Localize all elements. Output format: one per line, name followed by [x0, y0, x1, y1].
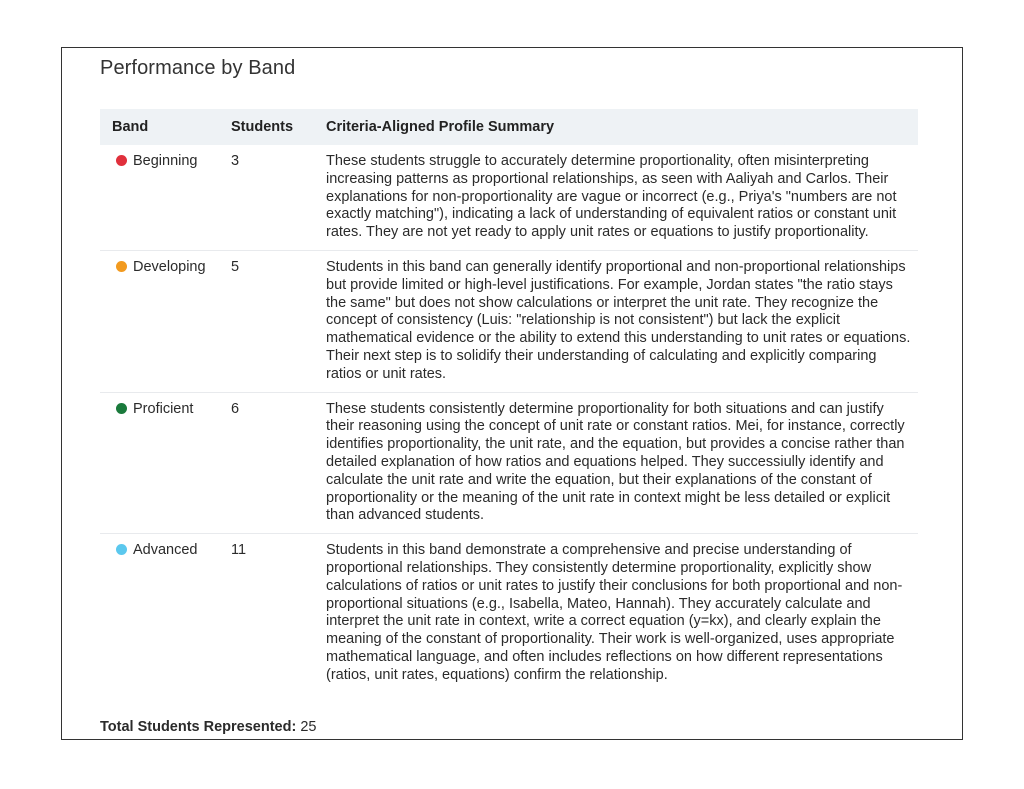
band-name: Advanced [133, 542, 198, 559]
table-row-beginning [100, 145, 918, 250]
table-row-proficient [100, 392, 918, 534]
students-count: 11 [231, 542, 247, 559]
performance-table [100, 109, 918, 685]
profile-summary: Students in this band demonstrate a comprehensive and precise understanding of proportional relationships. They consistently determine proportionality, explicitly show calculations of ratios or unit rates to justify their conclusions for both proportional and non-proportional situations (e.g., Isabella, Mateo, Hannah). They accurately calculate and interpret the unit rate in context, write a correct equation (y=kx), and clearly explain the meaning of the constant of proportionality. Their work is well-organized, uses appropriate mathematical language, and often includes reflections on how different representations (ratios, unit rates, equations) confirm the relationship. [326, 542, 903, 683]
report-frame [61, 47, 963, 740]
band-cell [100, 145, 222, 250]
students-count: 5 [222, 250, 313, 392]
proficient-dot-icon [116, 403, 127, 414]
advanced-dot-icon [116, 544, 127, 555]
band-name: Developing [133, 258, 206, 275]
beginning-dot-icon [116, 155, 127, 166]
column-header-students: Students [222, 109, 313, 145]
total-students [100, 719, 316, 735]
band-cell [100, 534, 222, 685]
profile-summary: Students in this band can generally identify proportional and non-proportional relationships but provide limited or high-level justifications. For example, Jordan states "the ratio stays the same" but does not show calculations or interpret the unit rate. They recognize the concept of consistency (Luis: "relationship is not consistent") but lack the explicit mathematical evidence or the ability to extend this understanding to unit rates or equations. Their next step is to solidify their understanding of calculating and explicitly comparing ratios or unit rates. [313, 250, 918, 392]
page-title: Performance by Band [100, 57, 296, 79]
profile-summary: These students struggle to accurately determine proportionality, often misinterpreting increasing patterns as proportional relationships, as seen with Aaliyah and Carlos. Their explanations for non-proportionality are vague or incorrect (e.g., Priya's "numbers are not exactly matching"), indicating a lack of understanding of equivalent ratios or constant unit rates. They are not yet ready to apply unit rates or equations to justify proportionality. [313, 145, 918, 250]
column-header-band: Band [100, 109, 222, 145]
table-header-row [100, 109, 918, 145]
band-name: Beginning [133, 153, 198, 169]
total-value: 25 [300, 719, 317, 735]
table-row-advanced [100, 534, 918, 685]
table-row-developing [100, 250, 918, 392]
column-header-summary: Criteria-Aligned Profile Summary [313, 109, 918, 145]
band-cell [100, 250, 222, 392]
band-name: Proficient [133, 400, 194, 417]
profile-summary: These students consistently determine proportionality for both situations and can justify their reasoning using the concept of unit rate or constant ratios. Mei, for instance, correctly identifies proportionality, the unit rate, and the equation, but provides a concise rather than detailed explanation of how ratios and equations helped. They successiully identify and calculate the unit rate and write the equation, but their explanations of the constant of proportionality or the meaning of the unit rate in context might be less detailed or explicit than advanced students. [313, 392, 918, 534]
students-count: 6 [222, 392, 313, 534]
total-label: Total Students Represented: [100, 719, 297, 735]
students-count: 3 [222, 145, 313, 250]
developing-dot-icon [116, 261, 127, 272]
band-cell [100, 392, 222, 534]
